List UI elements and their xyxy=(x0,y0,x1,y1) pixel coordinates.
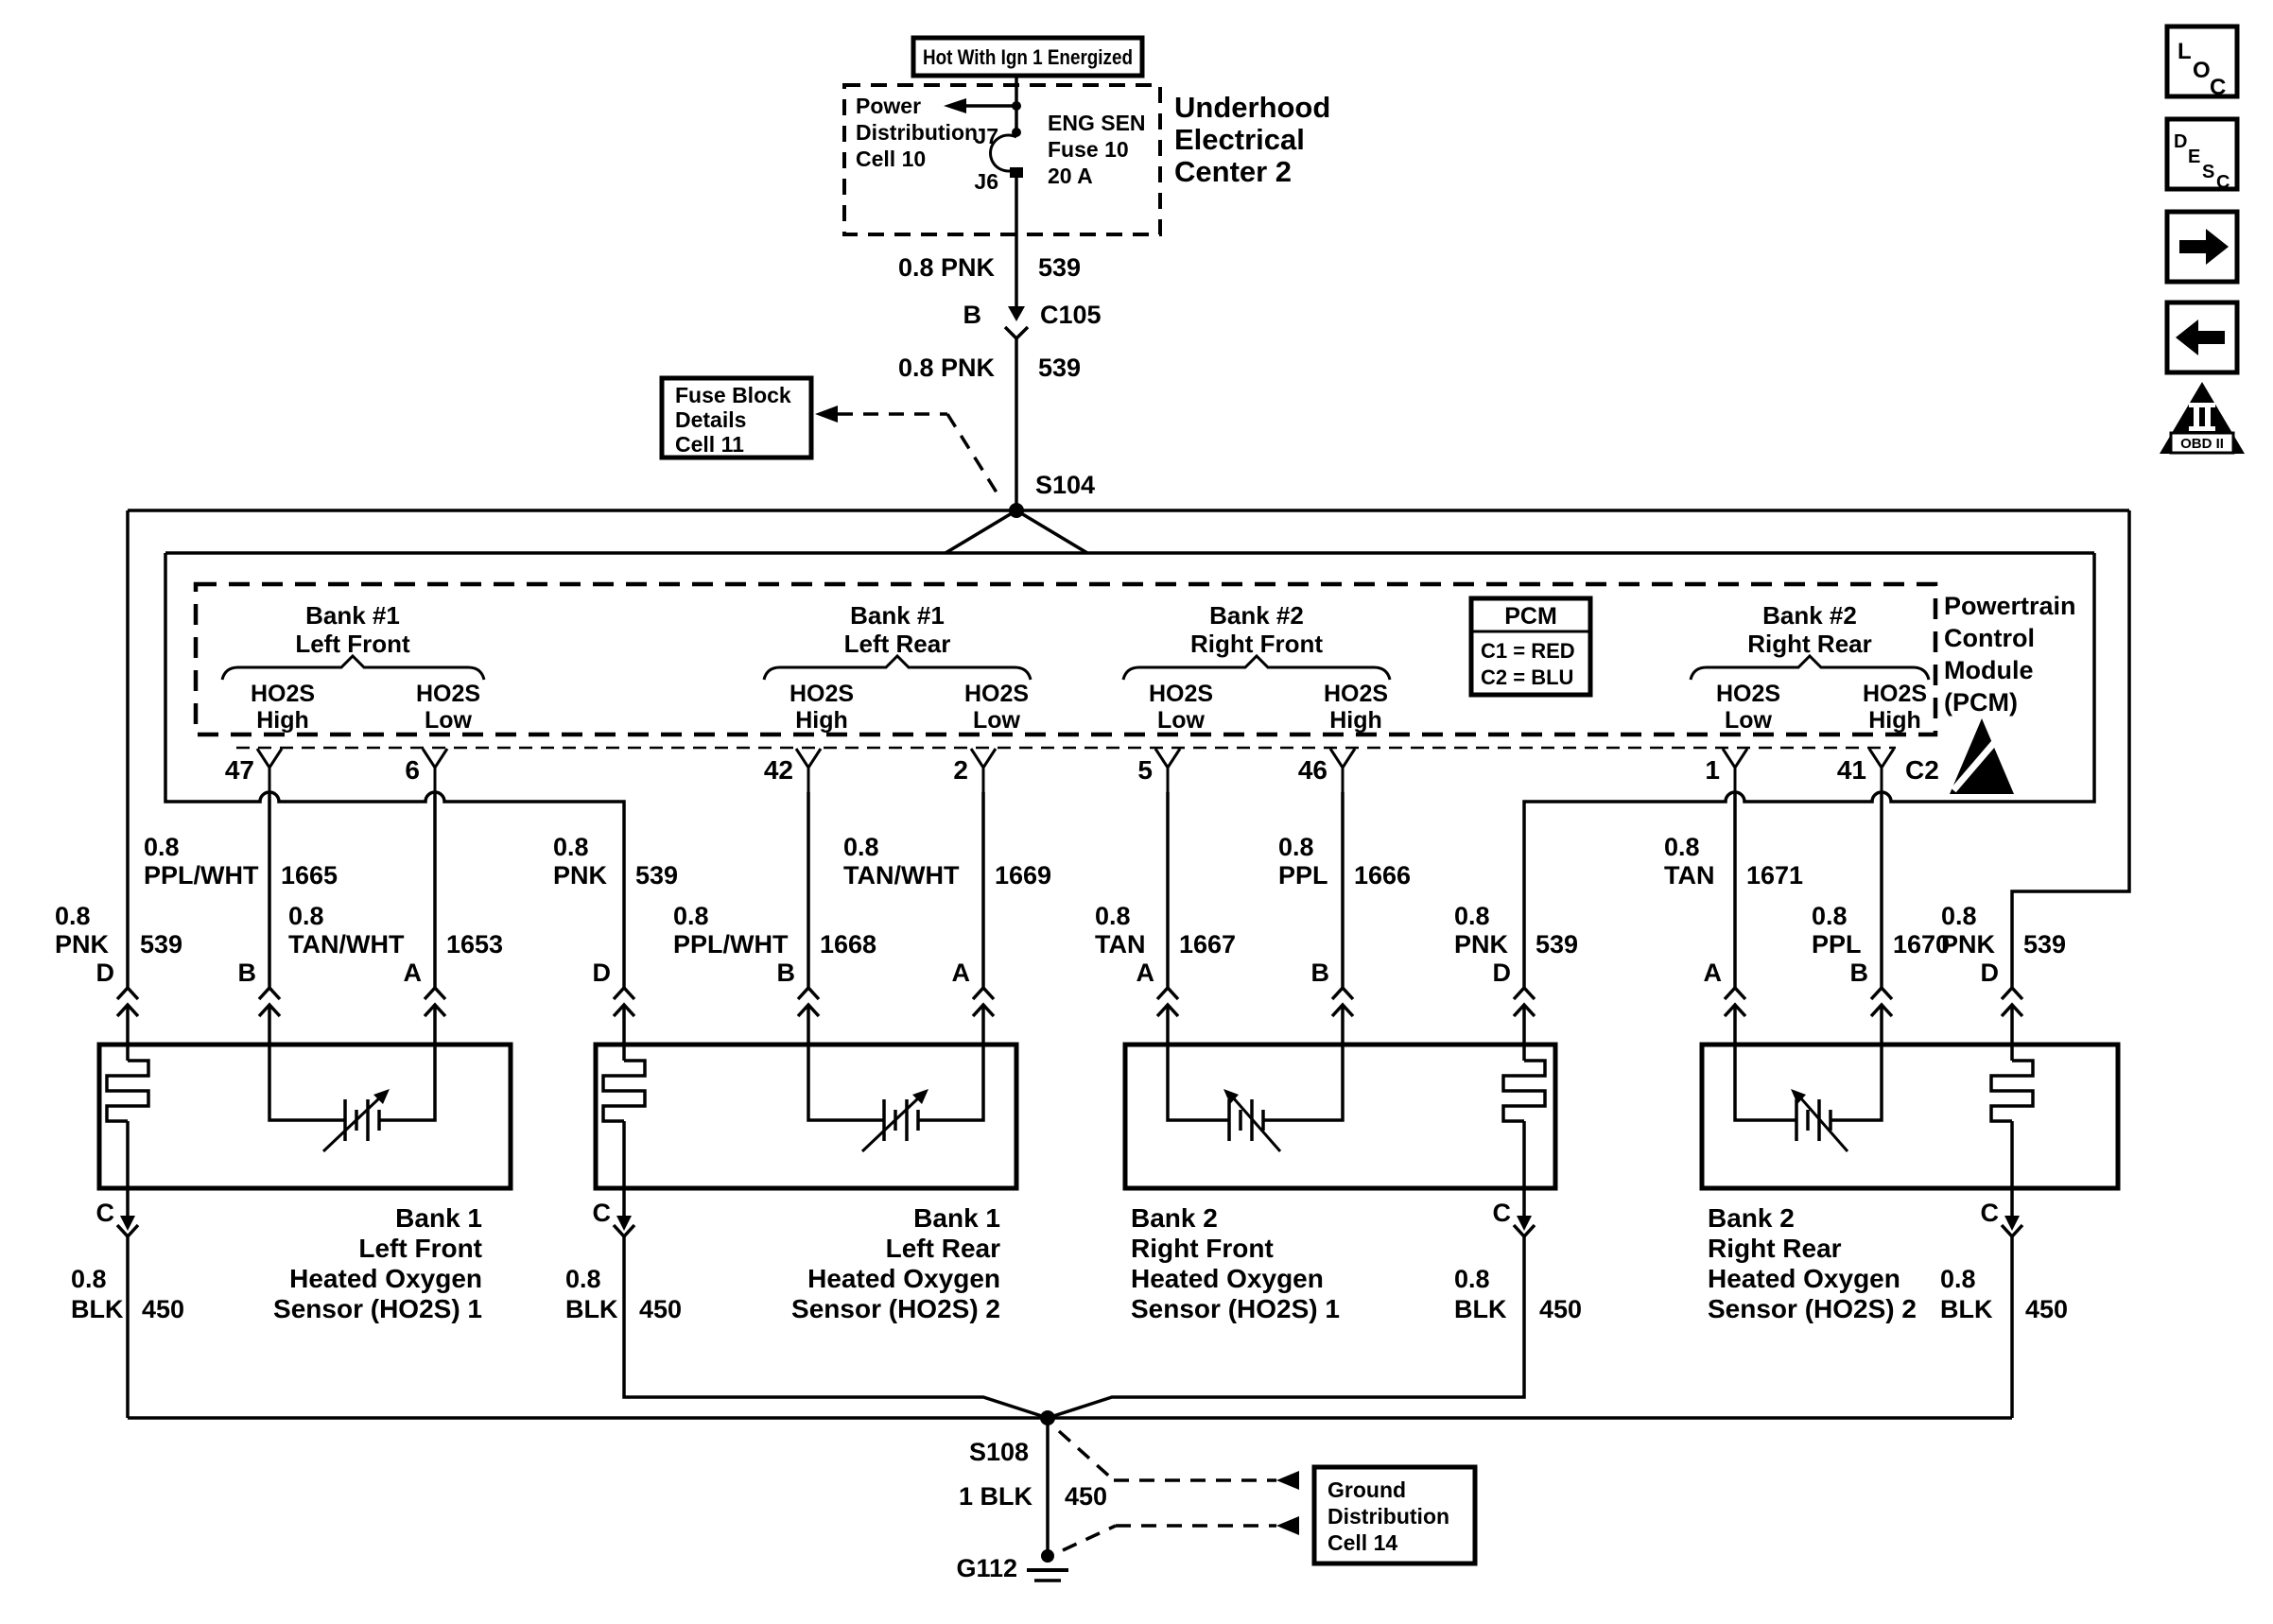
signal-label: High xyxy=(1329,707,1382,734)
ground-dist-ref-line: Distribution xyxy=(1327,1504,1450,1529)
wire-gauge: 0.8 xyxy=(1278,833,1314,861)
pin-connector-icon xyxy=(796,749,821,792)
sensor-name-line: Heated Oxygen xyxy=(289,1264,482,1293)
pin-letter: B xyxy=(1310,959,1329,987)
signal-label: Low xyxy=(1725,707,1772,734)
feed-wire-color-label: 0.8 PNK xyxy=(897,253,995,282)
pcm-group-bank1-left-rear xyxy=(764,601,1031,792)
desc-letter: S xyxy=(2202,162,2215,182)
ground-dist-ref-line: Cell 14 xyxy=(1327,1530,1398,1555)
pin-letter: A xyxy=(403,959,422,987)
obd2-numeral-stroke xyxy=(2205,407,2211,426)
wire-gauge: 0.8 xyxy=(553,833,589,861)
wire-circuit: 539 xyxy=(1536,930,1579,959)
wire-gauge: 0.8 xyxy=(55,902,91,930)
connector-c105-id: C105 xyxy=(1040,301,1102,329)
pin-letter: D xyxy=(592,959,611,987)
signal-label: High xyxy=(256,707,309,734)
connector-c105-icon xyxy=(1005,327,1028,338)
signal-label: Low xyxy=(425,707,472,734)
ref-dashed-line xyxy=(1059,1431,1114,1480)
obd2-numeral-bar xyxy=(2189,403,2215,407)
element-plates xyxy=(1796,1099,1831,1141)
pin-number: 5 xyxy=(1137,755,1153,785)
brace xyxy=(764,656,1031,680)
wire-color: BLK xyxy=(1940,1295,1993,1323)
wire-gauge: 0.8 xyxy=(1664,833,1700,861)
sensor-name-line: Bank 1 xyxy=(395,1203,482,1233)
wire-circuit: 1668 xyxy=(820,930,877,959)
brace xyxy=(1691,656,1929,680)
pcm-connector-key-box xyxy=(1471,598,1590,695)
pin-number: 46 xyxy=(1297,755,1327,785)
pin-letter: A xyxy=(951,959,970,987)
element-plates xyxy=(1229,1099,1263,1141)
wire-color: PNK xyxy=(1941,930,1996,959)
obd2-label: OBD II xyxy=(2180,436,2224,452)
feed-diagonal xyxy=(946,510,1016,553)
signal-label: Low xyxy=(1157,707,1205,734)
desc-letter: E xyxy=(2188,147,2201,167)
fuse-terminal-j6 xyxy=(1010,167,1023,178)
wire-color: PPL/WHT xyxy=(144,861,259,890)
back-arrow-head xyxy=(2176,320,2198,355)
pin-number: 41 xyxy=(1836,755,1866,785)
bank-location: Right Front xyxy=(1189,630,1324,658)
bank-label: Bank #1 xyxy=(305,601,400,630)
wire-circuit: 1666 xyxy=(1354,861,1412,890)
sensor-bank1-left-rear xyxy=(565,1045,1048,1418)
wire-color: PNK xyxy=(553,861,608,890)
feed-wire-color-label: 0.8 PNK xyxy=(897,354,995,382)
fuse-block-ref-line: Fuse Block xyxy=(675,383,791,407)
bank-label: Bank #1 xyxy=(850,601,945,630)
wire-circuit: 1653 xyxy=(446,930,504,959)
sensor-name-line: Bank 2 xyxy=(1708,1203,1795,1233)
element-arrow xyxy=(862,1097,919,1151)
pcm-key-line: C1 = RED xyxy=(1481,639,1575,663)
wire-gauge: 0.8 xyxy=(144,833,180,861)
sensor-name-line: Bank 2 xyxy=(1131,1203,1218,1233)
ground-dot xyxy=(1041,1549,1054,1563)
wire-g4a xyxy=(1735,792,1796,1120)
element-plates xyxy=(345,1099,379,1141)
fuse-terminal-label-j7: J7 xyxy=(974,124,998,148)
ref-dashed-line xyxy=(947,414,998,495)
wire-color: PNK xyxy=(55,930,110,959)
power-feed-section xyxy=(662,38,1330,518)
wire-labels xyxy=(55,833,2066,959)
forward-arrow-head xyxy=(2206,229,2229,265)
wire-color: TAN/WHT xyxy=(288,930,405,959)
pin-letter: A xyxy=(1703,959,1722,987)
ref-dashed-line xyxy=(1063,1526,1116,1550)
pcm-connector-c2-label: C2 xyxy=(1905,755,1939,785)
sensor-name-line: Sensor (HO2S) 1 xyxy=(1131,1294,1340,1323)
loc-letter: C xyxy=(2210,75,2227,100)
obd2-icon xyxy=(2160,382,2245,454)
left-arrowhead-icon xyxy=(944,98,966,113)
desc-letter: D xyxy=(2174,131,2188,152)
signal-label: HO2S xyxy=(963,681,1030,707)
heater-icon xyxy=(1991,1061,2033,1121)
pcm-name-line: (PCM) xyxy=(1944,688,2018,717)
wire-color: BLK xyxy=(71,1295,124,1323)
sensor-name-line: Heated Oxygen xyxy=(807,1264,1000,1293)
pcm-key-line: C2 = BLU xyxy=(1481,665,1574,689)
pcm-group-bank2-right-front xyxy=(1123,601,1390,792)
wire-gauge: 0.8 xyxy=(1454,902,1490,930)
wire-gauge: 0.8 xyxy=(1941,902,1977,930)
wire-color: BLK xyxy=(1454,1295,1507,1323)
fuse-name-line: Fuse 10 xyxy=(1048,137,1129,162)
pin-letter: D xyxy=(95,959,114,987)
obd2-numeral-stroke xyxy=(2194,407,2199,426)
sensor-name-line: Right Rear xyxy=(1708,1234,1842,1263)
wire-gauge: 0.8 xyxy=(843,833,879,861)
sensor-name-line: Sensor (HO2S) 1 xyxy=(273,1294,482,1323)
signal-label: High xyxy=(1868,707,1921,734)
ground-wire-label: 1 BLK xyxy=(958,1482,1032,1511)
signal-label: HO2S xyxy=(1715,681,1781,707)
signal-label: Low xyxy=(973,707,1020,734)
back-arrow-bar xyxy=(2198,331,2225,344)
wire-circuit: 1671 xyxy=(1746,861,1804,890)
wire-color: PPL xyxy=(1812,930,1862,959)
power-dist-ref-line: Cell 10 xyxy=(856,147,927,171)
element-arrow xyxy=(323,1097,380,1151)
pcm-group-bank1-left-front xyxy=(222,601,484,792)
ref-arrowhead-icon xyxy=(1276,1471,1299,1490)
pin-connector-icon xyxy=(971,749,996,792)
loc-letter: L xyxy=(2178,39,2192,64)
splice-s104-label: S104 xyxy=(1035,471,1096,499)
ref-arrowhead-icon xyxy=(815,406,838,423)
wire-circuit: 450 xyxy=(639,1295,683,1323)
wire-gauge: 0.8 xyxy=(71,1265,107,1293)
desc-letter: C xyxy=(2216,172,2230,193)
icon-column xyxy=(2160,26,2245,454)
wire-color: PPL/WHT xyxy=(673,930,789,959)
harness-wires xyxy=(55,792,2066,1120)
fuse-block-ref-line: Cell 11 xyxy=(675,432,744,457)
pcm-group-bank2-right-rear xyxy=(1691,601,1939,792)
heater-icon xyxy=(603,1061,645,1121)
pin-connector-icon xyxy=(1869,749,1894,792)
pin-number: 42 xyxy=(763,755,793,785)
ref-arrowhead-icon xyxy=(1276,1516,1299,1535)
sensor-name-line: Sensor (HO2S) 2 xyxy=(1708,1294,1917,1323)
wire-gauge: 0.8 xyxy=(1095,902,1131,930)
ground-section xyxy=(128,1410,2012,1582)
feed-wire-circuit-label: 539 xyxy=(1038,354,1082,382)
wire-color: PPL xyxy=(1278,861,1328,890)
sensor-name-line: Heated Oxygen xyxy=(1708,1264,1900,1293)
sensor-name-line: Bank 1 xyxy=(913,1203,1000,1233)
pcm-name-line: Powertrain xyxy=(1944,592,2076,620)
signal-label: HO2S xyxy=(1862,681,1928,707)
sensor-bank1-left-front xyxy=(71,1045,511,1418)
bank-label: Bank #2 xyxy=(1762,601,1857,630)
fuse-terminal-label-j6: J6 xyxy=(974,169,998,194)
connector-c105-pin: B xyxy=(963,301,981,329)
wire-color: TAN/WHT xyxy=(843,861,960,890)
wire-color: PNK xyxy=(1454,930,1509,959)
wire-gauge: 0.8 xyxy=(673,902,709,930)
wire-circuit: 450 xyxy=(2025,1295,2069,1323)
forward-arrow-bar xyxy=(2179,240,2206,253)
fuse-name-line: 20 A xyxy=(1048,164,1093,188)
sensor-box xyxy=(596,1045,1016,1188)
brace xyxy=(222,656,484,680)
wire-circuit: 1665 xyxy=(281,861,338,890)
wire-gauge: 0.8 xyxy=(1454,1265,1490,1293)
power-dist-ref-line: Power xyxy=(856,94,922,118)
loc-letter: O xyxy=(2193,58,2211,83)
heater-icon xyxy=(1503,1061,1545,1121)
pin-letter: C xyxy=(592,1199,611,1227)
sensor-name-line: Right Front xyxy=(1131,1234,1274,1263)
pin-letter: B xyxy=(1849,959,1868,987)
wire-circuit: 450 xyxy=(142,1295,185,1323)
underhood-center-name: Center 2 xyxy=(1174,155,1293,188)
pcm-name-line: Control xyxy=(1944,624,2035,652)
pin-letter: B xyxy=(776,959,795,987)
underhood-center-name: Underhood xyxy=(1174,91,1331,124)
signal-label: HO2S xyxy=(250,681,316,707)
bank-location: Right Rear xyxy=(1747,630,1872,658)
wire-color: TAN xyxy=(1664,861,1715,890)
wire-gauge: 0.8 xyxy=(565,1265,601,1293)
ground-dist-ref-line: Ground xyxy=(1327,1477,1407,1502)
sensor-bank2-right-front xyxy=(1048,1045,1582,1418)
ground-id-label: G112 xyxy=(956,1554,1017,1582)
pin-letter: C xyxy=(95,1199,114,1227)
pin-letter: C xyxy=(1980,1199,1999,1227)
wire-color: BLK xyxy=(565,1295,618,1323)
pcm-key-title: PCM xyxy=(1504,603,1557,630)
sensor-box xyxy=(1125,1045,1555,1188)
sensor-name-line: Sensor (HO2S) 2 xyxy=(791,1294,1000,1323)
bank-location: Left Rear xyxy=(843,630,951,658)
pin-number: 2 xyxy=(953,755,968,785)
pin-connector-icon xyxy=(257,749,282,792)
heater-icon xyxy=(107,1061,148,1121)
pin-connector-icon xyxy=(1330,749,1355,792)
pin-number: 6 xyxy=(405,755,420,785)
pin-number: 47 xyxy=(224,755,254,785)
wire-g2a xyxy=(918,792,983,1120)
signal-label: High xyxy=(795,707,848,734)
sensor-bank2-right-rear xyxy=(1702,1045,2118,1418)
wire-gauge: 0.8 xyxy=(288,902,324,930)
sensor-box xyxy=(99,1045,511,1188)
hot-label: Hot With Ign 1 Energized xyxy=(923,45,1133,69)
wire-circuit: 450 xyxy=(1539,1295,1583,1323)
element-plates xyxy=(884,1099,918,1141)
connector-c105-icon xyxy=(1008,306,1025,321)
bank-location: Left Front xyxy=(295,630,410,658)
sensor-name-line: Heated Oxygen xyxy=(1131,1264,1324,1293)
signal-label: HO2S xyxy=(1148,681,1214,707)
wire-pnk-sensor4 xyxy=(2012,510,2129,988)
pin-number: 1 xyxy=(1705,755,1720,785)
esd-warning-icon xyxy=(1950,718,2014,794)
splice-s108-label: S108 xyxy=(968,1438,1029,1466)
feed-diagonal xyxy=(1016,510,1087,553)
wire-color: TAN xyxy=(1095,930,1146,959)
pin-connector-icon xyxy=(1723,749,1747,792)
wire-circuit: 1670 xyxy=(1893,930,1951,959)
sensor-box xyxy=(1702,1045,2118,1188)
bank-label: Bank #2 xyxy=(1209,601,1304,630)
pin-letter: A xyxy=(1136,959,1154,987)
sensor-name-line: Left Front xyxy=(358,1234,482,1263)
pin-letter: C xyxy=(1492,1199,1511,1227)
signal-label: HO2S xyxy=(789,681,855,707)
wire-circuit: 1669 xyxy=(995,861,1052,890)
brace xyxy=(1123,656,1390,680)
sensor-pin-letters xyxy=(96,959,2000,987)
signal-label: HO2S xyxy=(1323,681,1389,707)
pin-connector-icon xyxy=(423,749,447,792)
pcm-name-line: Module xyxy=(1944,656,2034,684)
wire-circuit: 539 xyxy=(2023,930,2067,959)
signal-label: HO2S xyxy=(415,681,481,707)
junction-dot xyxy=(1012,101,1021,111)
ground-icon xyxy=(1027,1549,1068,1581)
ground-wire-circuit: 450 xyxy=(1065,1482,1108,1511)
feed-wire-circuit-label: 539 xyxy=(1038,253,1082,282)
underhood-center-name: Electrical xyxy=(1174,123,1305,156)
pin-letter: D xyxy=(1980,959,1999,987)
pin-connector-icon xyxy=(1155,749,1180,792)
wire-gauge: 0.8 xyxy=(1812,902,1848,930)
wire-gauge: 0.8 xyxy=(1940,1265,1976,1293)
wire-circuit: 539 xyxy=(635,861,679,890)
pcm-section xyxy=(196,584,2076,794)
obd2-numeral-bar xyxy=(2189,426,2215,431)
fuse-block-ref-line: Details xyxy=(675,407,747,432)
pin-letter: B xyxy=(237,959,256,987)
power-dist-ref-line: Distribution xyxy=(856,120,979,145)
sensor-name-line: Left Rear xyxy=(885,1234,1000,1263)
fuse-name-line: ENG SEN xyxy=(1048,111,1146,135)
pin-letter: D xyxy=(1492,959,1511,987)
wire-circuit: 1667 xyxy=(1179,930,1237,959)
wire-circuit: 539 xyxy=(140,930,183,959)
